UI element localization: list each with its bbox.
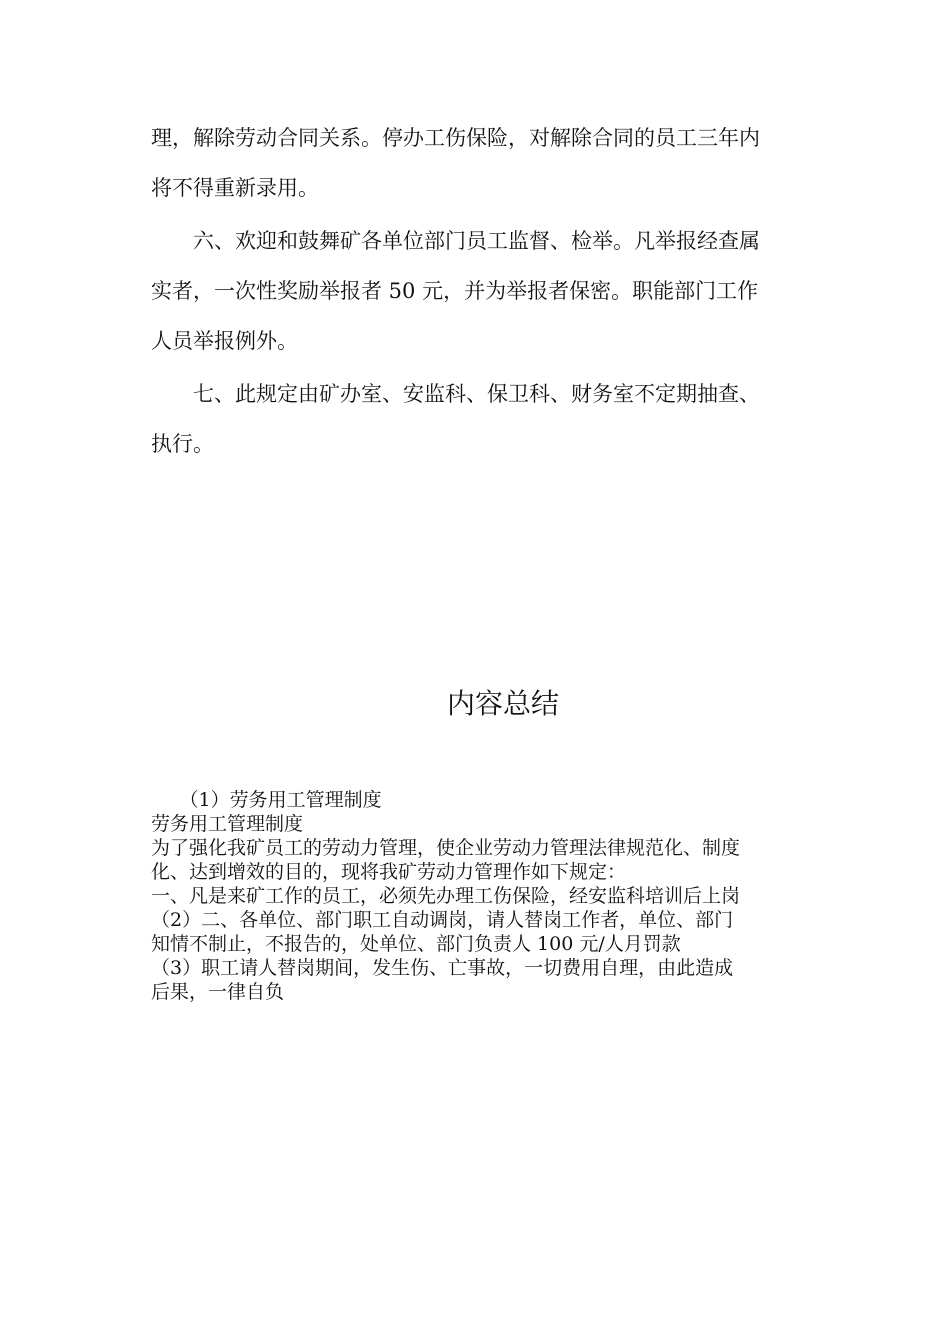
text-line: 理，解除劳动合同关系。停办工伤保险，对解除合同的员工三年内 (151, 126, 760, 150)
text-line: 执行。 (151, 432, 214, 456)
text-line: 六、欢迎和鼓舞矿各单位部门员工监督、检举。凡举报经查属 (151, 229, 760, 253)
summary-line: （1）劳务用工管理制度 (151, 789, 382, 811)
summary-line: （3）职工请人替岗期间，发生伤、亡事故，一切费用自理，由此造成 (151, 957, 734, 979)
paragraph-item-six (151, 216, 803, 366)
paragraph-item-seven (151, 369, 803, 469)
summary-line: 为了强化我矿员工的劳动力管理，使企业劳动力管理法律规范化、制度 (151, 837, 741, 859)
summary-line: 后果，一律自负 (151, 981, 285, 1003)
text-line: 人员举报例外。 (151, 329, 298, 353)
summary-line: 知情不制止，不报告的，处单位、部门负责人 100 元/人月罚款 (151, 933, 681, 955)
summary-line: 劳务用工管理制度 (151, 813, 304, 835)
summary-line: （2）二、各单位、部门职工自动调岗，请人替岗工作者，单位、部门 (151, 909, 734, 931)
summary-line: 化、达到增效的目的，现将我矿劳动力管理作如下规定： (151, 861, 627, 883)
text-line: 将不得重新录用。 (151, 176, 319, 200)
text-line: 实者，一次性奖励举报者 50 元，并为举报者保密。职能部门工作 (151, 279, 759, 303)
summary-body (151, 788, 811, 1004)
summary-line: 一、凡是来矿工作的员工，必须先办理工伤保险，经安监科培训后上岗 (151, 885, 741, 907)
summary-heading: 内容总结 (446, 687, 559, 720)
text-line: 七、此规定由矿办室、安监科、保卫科、财务室不定期抽查、 (151, 382, 760, 406)
paragraph-continuation (151, 113, 803, 213)
